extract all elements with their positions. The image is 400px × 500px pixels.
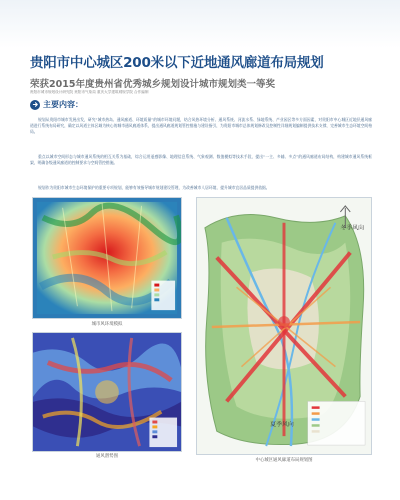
section-label: 主要内容：	[43, 100, 83, 109]
arrow-right-icon	[30, 100, 40, 110]
winter-wind-label: 冬季风向	[340, 224, 365, 232]
header-band	[0, 0, 400, 48]
wind-simulation-map	[32, 197, 182, 319]
authors-line: 贵阳市城市规划设计研究院 贵阳市气象局 重庆大学建筑城规学院 合作编制	[30, 90, 149, 94]
figure-caption: 城市风环境模拟	[91, 322, 123, 327]
summer-wind-label: 夏季风向	[270, 421, 294, 429]
paragraph-significance: 规划作为贵阳市城市生态环境保护的重要专项规划，能够有效指导城市规划建设管理，为改善城市人居环境、提升城市宜居品质提供依据。	[38, 185, 270, 190]
corridor-layout-map	[196, 197, 372, 455]
section-heading	[30, 99, 83, 110]
figure-caption: 通风潜势图	[96, 454, 118, 459]
page-title: 贵阳市中心城区200米以下近地通风廊道布局规划	[30, 55, 324, 71]
paragraph-overview: 规划从贵阳市城市发展出发，研究“城市热岛、通风廊道、环境质量”的城市环境问题，结合风热环境分析、通风系统、河流水系、绿地系统、产业园区等多方面因素，对贵阳市中心城区近地层通风廊道进行系统布局研究，确定以风道主体区域为核心的城市通风廊道体系，提出通风廊道规划管控措施与建设指引，为贵阳市城市总体规划修改及控制性详细规划编制提供技术支撑，完善城市生态环境空间格局。	[30, 117, 372, 135]
figure-caption: 中心城区通风廊道布局规划图	[255, 458, 313, 463]
award-subtitle: 荣获2015年度贵州省优秀城乡规划设计城市规划类一等奖	[30, 79, 275, 90]
paragraph-method: 重点以城市空间形态与城市通风系统的相互关系为基础，综合运用遥感影像、地理信息系统、气象观测、数值模拟等技术手段，提出“一主、多辅、多点”的通风廊道布局结构，构建城市通风系统框架，明确各级通风廊道的控制要求与空间管控措施。	[30, 154, 372, 166]
ventilation-potential-map	[32, 332, 182, 452]
